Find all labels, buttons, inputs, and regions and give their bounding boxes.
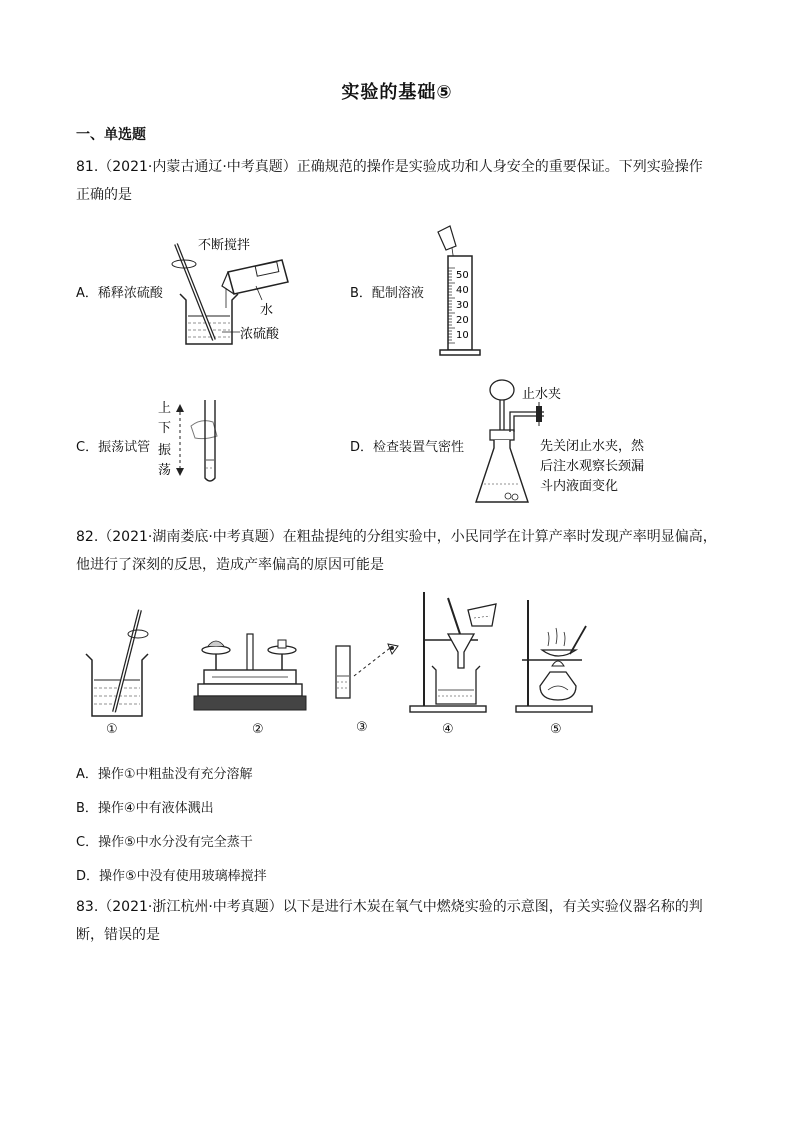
q83-stem-line1: 83.（2021·浙江杭州·中考真题）以下是进行木炭在氧气中燃烧实验的示意图，有关实验仪器名称的判 [76, 899, 703, 915]
figure-a-acid-label: 浓硫酸 [240, 327, 280, 342]
figure-b-tick: 30 [456, 300, 469, 311]
q82-figure-label-2: ② [252, 722, 264, 737]
figure-c-char: 下 [158, 421, 172, 436]
q81-stem-line1: 81.（2021·内蒙古通辽·中考真题）正确规范的操作是实验成功和人身安全的重要保证。下列实验操作 [76, 159, 703, 175]
q82-figure-3 [334, 636, 404, 702]
figure-b-tick: 20 [456, 315, 469, 326]
q82-stem-line2: 他进行了深刻的反思，造成产率偏高的原因可能是 [76, 557, 384, 573]
section-heading: 一、单选题 [76, 127, 146, 143]
q82-figure-5 [514, 598, 604, 714]
page-title: 实验的基础⑤ [341, 82, 453, 103]
figure-c-char: 荡 [158, 463, 172, 478]
figure-d-clamp-label: 止水夹 [522, 387, 562, 402]
figure-b-tick: 10 [456, 330, 469, 341]
q81-stem-line2: 正确的是 [76, 187, 132, 203]
figure-a-water-label: 水 [260, 303, 274, 318]
figure-d-note-line2: 后注水观察长颈漏 [540, 459, 645, 474]
q81-figure-a [170, 238, 320, 353]
q82-figure-label-4: ④ [442, 722, 454, 737]
q81-figure-b [436, 226, 486, 356]
q81-option-d: D．检查装置气密性 [350, 440, 465, 455]
q82-figure-2 [192, 628, 310, 716]
figure-a-stir-label: 不断搅拌 [198, 238, 251, 253]
figure-b-tick: 50 [456, 270, 469, 281]
figure-c-char: 振 [158, 443, 172, 458]
q81-option-a: A．稀释浓硫酸 [76, 286, 163, 301]
q82-figure-label-1: ① [106, 722, 118, 737]
q81-figure-d [470, 376, 650, 511]
q83-stem-line2: 断，错误的是 [76, 927, 160, 943]
q81-figure-c [155, 392, 235, 490]
figure-d-note-line3: 斗内液面变化 [540, 479, 619, 494]
q82-option-d: D．操作⑤中没有使用玻璃棒搅拌 [76, 869, 267, 884]
q82-figure-label-5: ⑤ [550, 722, 562, 737]
q81-option-c: C．振荡试管 [76, 440, 151, 455]
figure-b-tick: 40 [456, 285, 469, 296]
q81-option-b: B．配制溶液 [350, 286, 424, 301]
figure-c-char: 上 [158, 401, 172, 416]
figure-d-note-line1: 先关闭止水夹，然 [540, 439, 645, 454]
q82-option-c: C．操作⑤中水分没有完全蒸干 [76, 835, 253, 850]
q82-option-b: B．操作④中有液体溅出 [76, 801, 214, 816]
q82-figure-label-3: ③ [356, 720, 368, 735]
q82-figure-1 [84, 608, 156, 720]
q82-option-a: A．操作①中粗盐没有充分溶解 [76, 767, 253, 782]
q82-stem-line1: 82.（2021·湖南娄底·中考真题）在粗盐提纯的分组实验中，小民同学在计算产率时发现产率明显偏高， [76, 529, 717, 545]
q82-figure-4 [408, 590, 500, 714]
